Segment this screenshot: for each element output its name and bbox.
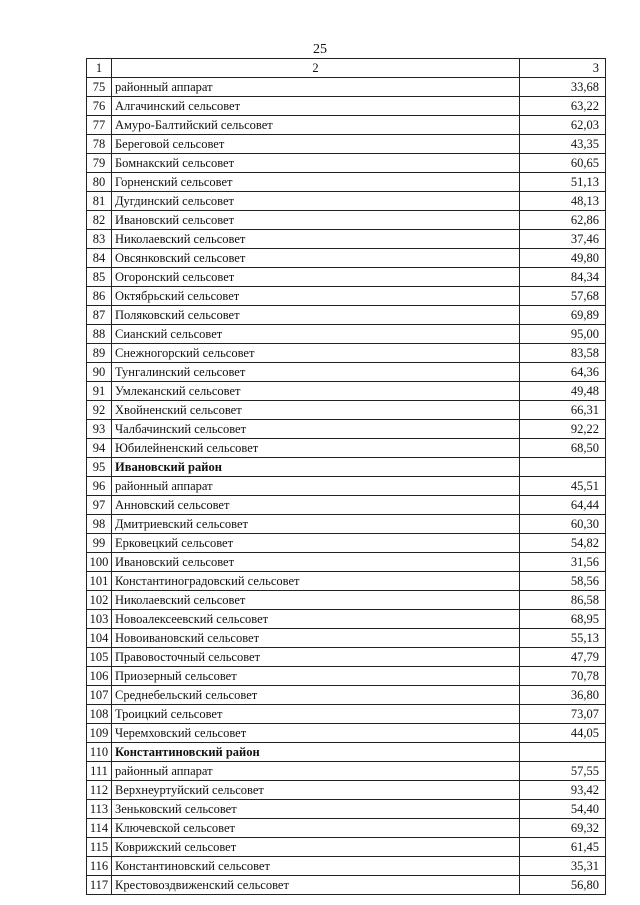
- row-number: 104: [87, 629, 112, 648]
- row-number: 89: [87, 344, 112, 363]
- row-name: Амуро-Балтийский сельсовет: [112, 116, 520, 135]
- table-row: [87, 876, 606, 895]
- row-value: 56,80: [520, 876, 606, 895]
- row-value: 37,46: [520, 230, 606, 249]
- table-row: [87, 553, 606, 572]
- table-row: [87, 116, 606, 135]
- row-name: Константиноградовский сельсовет: [112, 572, 520, 591]
- table-row: [87, 173, 606, 192]
- table-row: [87, 363, 606, 382]
- column-header-2: 2: [112, 59, 520, 78]
- row-value: [520, 458, 606, 477]
- row-number: 79: [87, 154, 112, 173]
- row-value: 68,50: [520, 439, 606, 458]
- row-name: Огоронский сельсовет: [112, 268, 520, 287]
- row-number: 85: [87, 268, 112, 287]
- table-row: [87, 629, 606, 648]
- row-number: 88: [87, 325, 112, 344]
- table-row: [87, 667, 606, 686]
- row-name: Верхнеуртуйский сельсовет: [112, 781, 520, 800]
- table-row: [87, 211, 606, 230]
- row-number: 113: [87, 800, 112, 819]
- table-row: [87, 97, 606, 116]
- row-name: Ивановский сельсовет: [112, 211, 520, 230]
- row-number: 106: [87, 667, 112, 686]
- row-name: Зеньковский сельсовет: [112, 800, 520, 819]
- row-value: 36,80: [520, 686, 606, 705]
- row-number: 76: [87, 97, 112, 116]
- row-number: 115: [87, 838, 112, 857]
- row-value: 51,13: [520, 173, 606, 192]
- row-value: 63,22: [520, 97, 606, 116]
- table-row: [87, 819, 606, 838]
- row-value: 57,68: [520, 287, 606, 306]
- row-number: 90: [87, 363, 112, 382]
- row-value: 62,86: [520, 211, 606, 230]
- row-name: Тунгалинский сельсовет: [112, 363, 520, 382]
- table-row: [87, 344, 606, 363]
- row-name: Поляковский сельсовет: [112, 306, 520, 325]
- row-name: Константиновский сельсовет: [112, 857, 520, 876]
- table-row: [87, 610, 606, 629]
- table-row: [87, 838, 606, 857]
- table-row: [87, 287, 606, 306]
- row-number: 84: [87, 249, 112, 268]
- row-value: 83,58: [520, 344, 606, 363]
- row-number: 117: [87, 876, 112, 895]
- row-value: 54,40: [520, 800, 606, 819]
- row-name: Чалбачинский сельсовет: [112, 420, 520, 439]
- row-name: районный аппарат: [112, 78, 520, 97]
- table-row: [87, 477, 606, 496]
- row-number: 86: [87, 287, 112, 306]
- row-number: 107: [87, 686, 112, 705]
- table-row: [87, 724, 606, 743]
- table-row: [87, 154, 606, 173]
- row-name: Алгачинский сельсовет: [112, 97, 520, 116]
- row-name: Сианский сельсовет: [112, 325, 520, 344]
- row-value: 93,42: [520, 781, 606, 800]
- table-row: [87, 857, 606, 876]
- row-value: 64,36: [520, 363, 606, 382]
- row-name: Береговой сельсовет: [112, 135, 520, 154]
- row-number: 81: [87, 192, 112, 211]
- row-name: Николаевский сельсовет: [112, 591, 520, 610]
- row-number: 98: [87, 515, 112, 534]
- table-row: [87, 648, 606, 667]
- row-number: 101: [87, 572, 112, 591]
- row-name: Овсянковский сельсовет: [112, 249, 520, 268]
- row-value: 45,51: [520, 477, 606, 496]
- row-name: Николаевский сельсовет: [112, 230, 520, 249]
- row-number: 78: [87, 135, 112, 154]
- row-value: 33,68: [520, 78, 606, 97]
- table-row: [87, 135, 606, 154]
- table-row: [87, 534, 606, 553]
- row-value: 69,32: [520, 819, 606, 838]
- row-name: Юбилейненский сельсовет: [112, 439, 520, 458]
- row-name: Умлеканский сельсовет: [112, 382, 520, 401]
- table-row: [87, 705, 606, 724]
- row-number: 93: [87, 420, 112, 439]
- row-value: 57,55: [520, 762, 606, 781]
- row-value: 49,48: [520, 382, 606, 401]
- table-row: [87, 572, 606, 591]
- row-value: 48,13: [520, 192, 606, 211]
- row-number: 110: [87, 743, 112, 762]
- table-header-row: [87, 59, 606, 78]
- table-row: [87, 762, 606, 781]
- row-value: 54,82: [520, 534, 606, 553]
- column-header-1: 1: [87, 59, 112, 78]
- row-number: 103: [87, 610, 112, 629]
- table-row: [87, 192, 606, 211]
- row-name: районный аппарат: [112, 477, 520, 496]
- row-value: 47,79: [520, 648, 606, 667]
- row-name: Анновский сельсовет: [112, 496, 520, 515]
- row-name: Константиновский район: [112, 743, 520, 762]
- row-value: 43,35: [520, 135, 606, 154]
- row-value: 70,78: [520, 667, 606, 686]
- row-number: 83: [87, 230, 112, 249]
- row-name: Новоалексеевский сельсовет: [112, 610, 520, 629]
- row-name: Черемховский сельсовет: [112, 724, 520, 743]
- table-row: [87, 515, 606, 534]
- row-name: Ключевской сельсовет: [112, 819, 520, 838]
- row-number: 105: [87, 648, 112, 667]
- row-name: Хвойненский сельсовет: [112, 401, 520, 420]
- row-number: 95: [87, 458, 112, 477]
- table-body: [87, 78, 606, 895]
- table-row: [87, 743, 606, 762]
- row-number: 108: [87, 705, 112, 724]
- row-number: 80: [87, 173, 112, 192]
- table-row: [87, 325, 606, 344]
- row-name: районный аппарат: [112, 762, 520, 781]
- row-number: 82: [87, 211, 112, 230]
- row-name: Ерковецкий сельсовет: [112, 534, 520, 553]
- row-value: 66,31: [520, 401, 606, 420]
- row-name: Октябрьский сельсовет: [112, 287, 520, 306]
- row-number: 99: [87, 534, 112, 553]
- row-value: 92,22: [520, 420, 606, 439]
- row-name: Бомнакский сельсовет: [112, 154, 520, 173]
- row-value: 62,03: [520, 116, 606, 135]
- row-value: 64,44: [520, 496, 606, 515]
- row-value: 44,05: [520, 724, 606, 743]
- row-value: 49,80: [520, 249, 606, 268]
- table-row: [87, 268, 606, 287]
- table-row: [87, 230, 606, 249]
- column-header-3: 3: [520, 59, 606, 78]
- row-number: 100: [87, 553, 112, 572]
- row-value: 84,34: [520, 268, 606, 287]
- row-name: Приозерный сельсовет: [112, 667, 520, 686]
- table-row: [87, 591, 606, 610]
- row-name: Среднебельский сельсовет: [112, 686, 520, 705]
- row-name: Коврижский сельсовет: [112, 838, 520, 857]
- row-value: 73,07: [520, 705, 606, 724]
- row-name: Ивановский район: [112, 458, 520, 477]
- table-row: [87, 458, 606, 477]
- row-number: 109: [87, 724, 112, 743]
- table-row: [87, 306, 606, 325]
- table-row: [87, 401, 606, 420]
- row-value: 31,56: [520, 553, 606, 572]
- row-value: 61,45: [520, 838, 606, 857]
- row-name: Новоивановский сельсовет: [112, 629, 520, 648]
- row-number: 91: [87, 382, 112, 401]
- row-number: 75: [87, 78, 112, 97]
- row-number: 96: [87, 477, 112, 496]
- row-name: Крестовоздвиженский сельсовет: [112, 876, 520, 895]
- row-name: Дугдинский сельсовет: [112, 192, 520, 211]
- row-value: 95,00: [520, 325, 606, 344]
- row-value: 55,13: [520, 629, 606, 648]
- table-row: [87, 686, 606, 705]
- table-row: [87, 496, 606, 515]
- table-row: [87, 78, 606, 97]
- table-row: [87, 420, 606, 439]
- row-name: Снежногорский сельсовет: [112, 344, 520, 363]
- row-value: 35,31: [520, 857, 606, 876]
- row-name: Ивановский сельсовет: [112, 553, 520, 572]
- page-number: 25: [313, 42, 327, 57]
- row-value: 60,30: [520, 515, 606, 534]
- row-number: 114: [87, 819, 112, 838]
- row-value: 69,89: [520, 306, 606, 325]
- row-number: 94: [87, 439, 112, 458]
- table-row: [87, 781, 606, 800]
- row-number: 87: [87, 306, 112, 325]
- row-value: 60,65: [520, 154, 606, 173]
- row-name: Правовосточный сельсовет: [112, 648, 520, 667]
- table-row: [87, 439, 606, 458]
- row-number: 116: [87, 857, 112, 876]
- row-value: 68,95: [520, 610, 606, 629]
- data-table: [86, 58, 606, 895]
- row-name: Горненский сельсовет: [112, 173, 520, 192]
- row-value: 58,56: [520, 572, 606, 591]
- row-value: 86,58: [520, 591, 606, 610]
- row-name: Дмитриевский сельсовет: [112, 515, 520, 534]
- table-row: [87, 382, 606, 401]
- row-number: 97: [87, 496, 112, 515]
- row-value: [520, 743, 606, 762]
- row-number: 92: [87, 401, 112, 420]
- row-name: Троицкий сельсовет: [112, 705, 520, 724]
- table-row: [87, 249, 606, 268]
- row-number: 111: [87, 762, 112, 781]
- table-row: [87, 800, 606, 819]
- row-number: 112: [87, 781, 112, 800]
- row-number: 77: [87, 116, 112, 135]
- row-number: 102: [87, 591, 112, 610]
